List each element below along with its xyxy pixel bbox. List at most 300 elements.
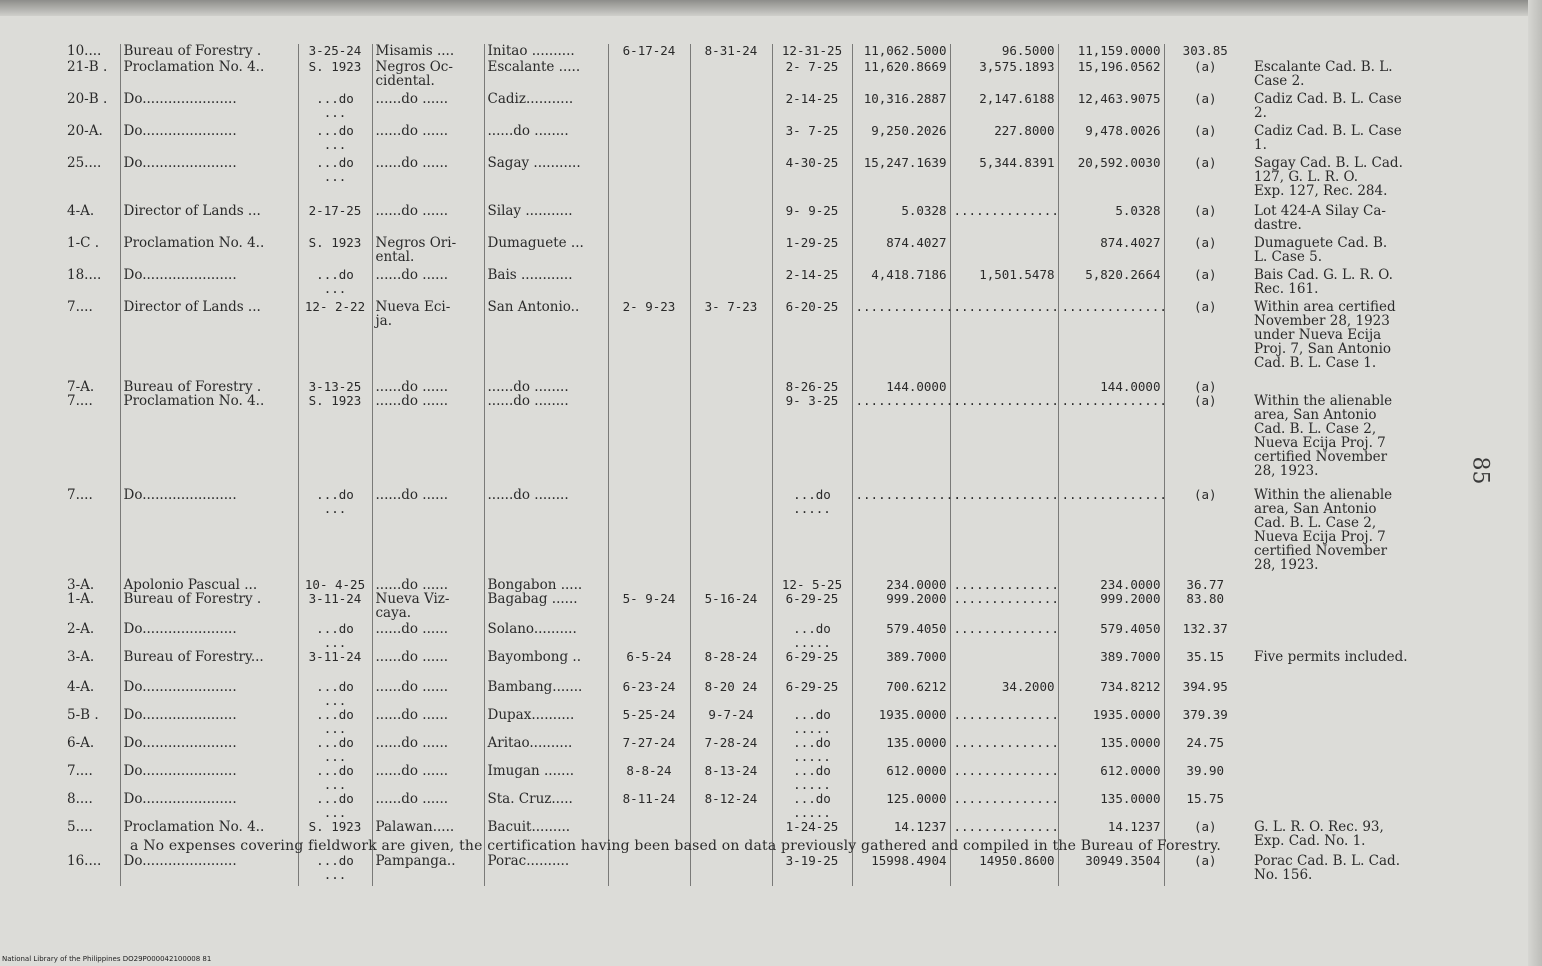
cell-cost: 35.15 (1164, 650, 1246, 680)
cell-cost: (a) (1164, 394, 1246, 488)
cell-number: 8.... (67, 791, 93, 807)
table-row (64, 44, 1444, 60)
cell-field-start (608, 854, 690, 886)
cell-certified-by: Bureau of Forestry... (120, 650, 298, 680)
table-row (64, 156, 1444, 204)
cell-area-other (950, 236, 1058, 268)
cell-field-start (608, 488, 690, 578)
table-row (64, 650, 1444, 680)
cell-field-end (690, 156, 772, 204)
cell-field-end (690, 394, 772, 488)
cell-remarks: Lot 424-A Silay Ca- dastre. (1254, 203, 1386, 233)
cell-certified-by: Proclamation No. 4.. (120, 60, 298, 92)
cell-area-total: 14.1237 (1058, 820, 1164, 854)
cell-certified-by: Do...................... (120, 92, 298, 124)
cell-cost: (a) (1164, 124, 1246, 156)
cell-area-agricultural: 135.0000 (852, 736, 950, 764)
cell-proclamation-date: S. 1923 (298, 60, 372, 92)
cell-cost: (a) (1164, 156, 1246, 204)
cell-certified-by: Director of Lands ... (120, 300, 298, 380)
cell-area-other: 2,147.6188 (950, 92, 1058, 124)
cell-certified-by: Proclamation No. 4.. (120, 236, 298, 268)
cell-proclamation-date: ...do ... (298, 854, 372, 886)
cell-area-total: 135.0000 (1058, 792, 1164, 820)
cell-certified-by: Do...................... (120, 156, 298, 204)
cell-province: ......do ...... (372, 380, 484, 394)
cell-area-agricultural: .............. (852, 394, 950, 488)
table-row (64, 854, 1444, 886)
cell-municipality: Cadiz........... (484, 92, 608, 124)
cell-area-total: 734.8212 (1058, 680, 1164, 708)
cell-certified-date: 4-30-25 (772, 156, 852, 204)
cell-certified-date: 2-14-25 (772, 268, 852, 300)
cell-remarks (1246, 592, 1444, 622)
cell-field-end: 9-7-24 (690, 708, 772, 736)
cell-cost: 83.80 (1164, 592, 1246, 622)
cell-area-total: 1935.0000 (1058, 708, 1164, 736)
cell-remarks: Within the alienable area, San Antonio Cad. B. L. Case 2, Nueva Ecija Proj. 7 certified November 28, 1923. (1254, 487, 1393, 573)
cell-area-agricultural: .............. (852, 300, 950, 380)
cell-proclamation-date: 3-11-24 (298, 592, 372, 622)
cell-province: Misamis .... (372, 44, 484, 60)
cell-field-end: 7-28-24 (690, 736, 772, 764)
cell-certified-date: 2-14-25 (772, 92, 852, 124)
cell-municipality: Porac.......... (484, 854, 608, 886)
cell-area-agricultural: 125.0000 (852, 792, 950, 820)
cell-area-other: 96.5000 (950, 44, 1058, 60)
footnote: a No expenses covering fieldwork are given, the certification having been based on data previously gathered and compiled in the Bureau of Forestry. (130, 838, 1222, 854)
cell-field-end: 8-13-24 (690, 764, 772, 792)
cell-area-agricultural: 4,418.7186 (852, 268, 950, 300)
table-row (64, 60, 1444, 92)
cell-remarks (1246, 736, 1444, 764)
cell-certified-date: 1-29-25 (772, 236, 852, 268)
cell-area-total: .............. (1058, 488, 1164, 578)
cell-certified-date: 3-19-25 (772, 854, 852, 886)
cell-proclamation-date: ...do ... (298, 708, 372, 736)
cell-number: 10.... (67, 43, 102, 59)
cell-certified-by: Proclamation No. 4.. (120, 394, 298, 488)
cell-proclamation-date: ...do ... (298, 92, 372, 124)
cell-number: 5-B . (67, 707, 99, 723)
cell-province: Palawan..... (372, 820, 484, 854)
cell-field-end: 8-28-24 (690, 650, 772, 680)
cell-field-end (690, 854, 772, 886)
cell-cost: (a) (1164, 820, 1246, 854)
cell-area-other: .............. (950, 708, 1058, 736)
cell-municipality: Bais ............ (484, 268, 608, 300)
cell-municipality: Solano.......... (484, 622, 608, 650)
cell-certified-date: ...do ..... (772, 764, 852, 792)
cell-field-end: 8-20 24 (690, 680, 772, 708)
cell-certified-by: Bureau of Forestry . (120, 380, 298, 394)
cell-area-other: 227.8000 (950, 124, 1058, 156)
credit-line: National Library of the Philippines DO29P000042100008 81 (2, 955, 212, 963)
cell-number: 25.... (67, 155, 102, 171)
cell-cost: 303.85 (1164, 44, 1246, 60)
cell-remarks (1246, 578, 1444, 592)
cell-certified-date: 9- 9-25 (772, 204, 852, 236)
cell-area-agricultural: 14.1237 (852, 820, 950, 854)
cell-proclamation-date: 2-17-25 (298, 204, 372, 236)
cell-area-total: 30949.3504 (1058, 854, 1164, 886)
cell-certified-date: ...do ..... (772, 792, 852, 820)
cell-certified-by: Director of Lands ... (120, 204, 298, 236)
cell-remarks (1246, 622, 1444, 650)
cell-remarks (1246, 44, 1444, 60)
cell-area-total: 999.2000 (1058, 592, 1164, 622)
cell-area-agricultural: 700.6212 (852, 680, 950, 708)
table-row (64, 300, 1444, 380)
cell-area-other (950, 380, 1058, 394)
cell-field-end (690, 60, 772, 92)
cell-number: 5.... (67, 819, 93, 835)
cell-proclamation-date: 10- 4-25 (298, 578, 372, 592)
cell-municipality: Dumaguete ... (484, 236, 608, 268)
cell-field-start: 7-27-24 (608, 736, 690, 764)
cell-area-total: 144.0000 (1058, 380, 1164, 394)
cell-certified-date: 9- 3-25 (772, 394, 852, 488)
cell-area-total: 11,159.0000 (1058, 44, 1164, 60)
cell-number: 20-A. (67, 123, 103, 139)
cell-field-end (690, 622, 772, 650)
cell-certified-by: Do...................... (120, 268, 298, 300)
cell-field-start (608, 124, 690, 156)
cell-area-other: 14950.8600 (950, 854, 1058, 886)
cell-cost: 394.95 (1164, 680, 1246, 708)
cell-remarks: Within area certified November 28, 1923 under Nueva Ecija Proj. 7, San Antonio Cad. B. L. Case 1. (1254, 299, 1396, 371)
table-row (64, 124, 1444, 156)
cell-field-end: 8-31-24 (690, 44, 772, 60)
cell-area-agricultural: 9,250.2026 (852, 124, 950, 156)
land-certification-table (64, 44, 1444, 886)
cell-municipality: Bayombong .. (484, 650, 608, 680)
cell-certified-date: ...do ..... (772, 622, 852, 650)
cell-number: 4-A. (67, 679, 95, 695)
cell-province: ......do ...... (372, 268, 484, 300)
cell-area-other: 34.2000 (950, 680, 1058, 708)
cell-proclamation-date: ...do ... (298, 622, 372, 650)
cell-number: 20-B . (67, 91, 108, 107)
cell-proclamation-date: S. 1923 (298, 236, 372, 268)
cell-cost: 379.39 (1164, 708, 1246, 736)
page-number: 85 (1467, 456, 1493, 485)
cell-field-start: 5- 9-24 (608, 592, 690, 622)
cell-municipality: Dupax.......... (484, 708, 608, 736)
cell-remarks: Five permits included. (1254, 649, 1408, 665)
cell-cost: 39.90 (1164, 764, 1246, 792)
cell-field-start: 8-11-24 (608, 792, 690, 820)
cell-area-agricultural: 15,247.1639 (852, 156, 950, 204)
cell-province: ......do ...... (372, 92, 484, 124)
cell-remarks: Dumaguete Cad. B. L. Case 5. (1254, 235, 1388, 265)
table-row (64, 92, 1444, 124)
cell-certified-date: 3- 7-25 (772, 124, 852, 156)
cell-remarks: Porac Cad. B. L. Cad. No. 156. (1254, 853, 1400, 883)
cell-proclamation-date: ...do ... (298, 680, 372, 708)
cell-area-agricultural: 579.4050 (852, 622, 950, 650)
cell-area-agricultural: 5.0328 (852, 204, 950, 236)
cell-field-start (608, 622, 690, 650)
cell-municipality: Initao .......... (484, 44, 608, 60)
cell-field-end: 3- 7-23 (690, 300, 772, 380)
cell-province: Nueva Eci- ja. (372, 300, 484, 380)
cell-field-end (690, 268, 772, 300)
cell-area-total: 15,196.0562 (1058, 60, 1164, 92)
cell-area-total: 12,463.9075 (1058, 92, 1164, 124)
cell-area-other: .............. (950, 764, 1058, 792)
cell-proclamation-date: ...do ... (298, 268, 372, 300)
cell-proclamation-date: 3-13-25 (298, 380, 372, 394)
table-row (64, 680, 1444, 708)
cell-province: ......do ...... (372, 708, 484, 736)
cell-remarks: Bais Cad. G. L. R. O. Rec. 161. (1254, 267, 1393, 297)
cell-municipality: ......do ........ (484, 380, 608, 394)
cell-number: 16.... (67, 853, 102, 869)
cell-area-agricultural: 999.2000 (852, 592, 950, 622)
cell-number: 7.... (67, 487, 93, 503)
cell-field-end: 5-16-24 (690, 592, 772, 622)
cell-cost: (a) (1164, 60, 1246, 92)
cell-area-total: 20,592.0030 (1058, 156, 1164, 204)
cell-area-total: 234.0000 (1058, 578, 1164, 592)
table-row (64, 578, 1444, 592)
table-row (64, 736, 1444, 764)
cell-municipality: Sagay ........... (484, 156, 608, 204)
cell-area-other: .............. (950, 820, 1058, 854)
cell-area-other: 3,575.1893 (950, 60, 1058, 92)
cell-proclamation-date: ...do ... (298, 764, 372, 792)
cell-proclamation-date: S. 1923 (298, 394, 372, 488)
table-row (64, 622, 1444, 650)
cell-cost: (a) (1164, 854, 1246, 886)
cell-field-end (690, 92, 772, 124)
cell-area-other: .............. (950, 204, 1058, 236)
cell-certified-by: Bureau of Forestry . (120, 592, 298, 622)
table-row (64, 764, 1444, 792)
cell-certified-by: Apolonio Pascual ... (120, 578, 298, 592)
cell-area-total: 579.4050 (1058, 622, 1164, 650)
cell-area-other: .............. (950, 394, 1058, 488)
cell-number: 1-C . (67, 235, 100, 251)
cell-field-start: 6-5-24 (608, 650, 690, 680)
cell-certified-by: Do...................... (120, 124, 298, 156)
table-row (64, 204, 1444, 236)
cell-cost: (a) (1164, 92, 1246, 124)
cell-proclamation-date: ...do ... (298, 124, 372, 156)
cell-certified-date: ...do ..... (772, 488, 852, 578)
cell-proclamation-date: ...do ... (298, 156, 372, 204)
table-row (64, 236, 1444, 268)
cell-remarks (1246, 680, 1444, 708)
cell-area-total: .............. (1058, 300, 1164, 380)
cell-certified-date: 6-29-25 (772, 650, 852, 680)
cell-area-total: 612.0000 (1058, 764, 1164, 792)
cell-certified-date: ...do ..... (772, 708, 852, 736)
cell-field-end (690, 488, 772, 578)
cell-province: ......do ...... (372, 792, 484, 820)
cell-area-total: 389.7000 (1058, 650, 1164, 680)
table-row (64, 792, 1444, 820)
cell-field-start (608, 268, 690, 300)
cell-province: ......do ...... (372, 764, 484, 792)
cell-remarks: Within the alienable area, San Antonio Cad. B. L. Case 2, Nueva Ecija Proj. 7 certified November 28, 1923. (1254, 393, 1393, 479)
cell-remarks (1246, 764, 1444, 792)
cell-cost: 24.75 (1164, 736, 1246, 764)
cell-remarks: Cadiz Cad. B. L. Case 2. (1254, 91, 1402, 121)
cell-field-end: 8-12-24 (690, 792, 772, 820)
table-row (64, 394, 1444, 488)
cell-certified-by: Bureau of Forestry . (120, 44, 298, 60)
cell-area-other: .............. (950, 736, 1058, 764)
cell-number: 7-A. (67, 379, 95, 395)
cell-area-total: 5.0328 (1058, 204, 1164, 236)
cell-cost: (a) (1164, 300, 1246, 380)
cell-remarks (1246, 792, 1444, 820)
cell-number: 18.... (67, 267, 102, 283)
cell-certified-date: ...do ..... (772, 736, 852, 764)
cell-municipality: ......do ........ (484, 488, 608, 578)
ledger-body (64, 44, 1444, 886)
cell-field-start (608, 394, 690, 488)
cell-area-agricultural: 234.0000 (852, 578, 950, 592)
cell-area-agricultural: 11,062.5000 (852, 44, 950, 60)
cell-field-start (608, 204, 690, 236)
cell-province: ......do ...... (372, 622, 484, 650)
cell-certified-date: 2- 7-25 (772, 60, 852, 92)
cell-province: Negros Ori- ental. (372, 236, 484, 268)
cell-remarks: G. L. R. O. Rec. 93, Exp. Cad. No. 1. (1254, 819, 1384, 849)
cell-certified-by: Do...................... (120, 792, 298, 820)
cell-municipality: Bambang....... (484, 680, 608, 708)
cell-province: ......do ...... (372, 488, 484, 578)
cell-area-agricultural: 1935.0000 (852, 708, 950, 736)
cell-area-other: 5,344.8391 (950, 156, 1058, 204)
cell-field-start: 6-17-24 (608, 44, 690, 60)
cell-proclamation-date: 3-11-24 (298, 650, 372, 680)
cell-certified-date: 8-26-25 (772, 380, 852, 394)
cell-certified-by: Do...................... (120, 488, 298, 578)
cell-province: Negros Oc- cidental. (372, 60, 484, 92)
cell-municipality: Silay ........... (484, 204, 608, 236)
cell-number: 3-A. (67, 649, 95, 665)
cell-municipality: San Antonio.. (484, 300, 608, 380)
cell-cost: (a) (1164, 204, 1246, 236)
cell-field-end (690, 204, 772, 236)
cell-province: Pampanga.. (372, 854, 484, 886)
cell-area-agricultural: 389.7000 (852, 650, 950, 680)
table-row (64, 380, 1444, 394)
cell-area-other: .............. (950, 592, 1058, 622)
cell-province: Nueva Viz- caya. (372, 592, 484, 622)
cell-number: 21-B . (67, 59, 108, 75)
cell-area-agricultural: .............. (852, 488, 950, 578)
cell-area-agricultural: 10,316.2887 (852, 92, 950, 124)
cell-field-start: 8-8-24 (608, 764, 690, 792)
cell-field-start (608, 236, 690, 268)
cell-municipality: Sta. Cruz..... (484, 792, 608, 820)
cell-certified-by: Do...................... (120, 680, 298, 708)
cell-field-start (608, 156, 690, 204)
cell-municipality: Bacuit......... (484, 820, 608, 854)
table-row (64, 268, 1444, 300)
cell-province: ......do ...... (372, 156, 484, 204)
cell-municipality: Escalante ..... (484, 60, 608, 92)
cell-cost: 132.37 (1164, 622, 1246, 650)
cell-province: ......do ...... (372, 650, 484, 680)
cell-field-start (608, 578, 690, 592)
cell-certified-by: Do...................... (120, 708, 298, 736)
cell-province: ......do ...... (372, 204, 484, 236)
cell-remarks: Cadiz Cad. B. L. Case 1. (1254, 123, 1402, 153)
cell-remarks (1246, 708, 1444, 736)
cell-cost: (a) (1164, 488, 1246, 578)
cell-province: ......do ...... (372, 578, 484, 592)
cell-area-other: .............. (950, 578, 1058, 592)
cell-area-total: 874.4027 (1058, 236, 1164, 268)
cell-province: ......do ...... (372, 736, 484, 764)
cell-certified-date: 12- 5-25 (772, 578, 852, 592)
cell-field-start: 5-25-24 (608, 708, 690, 736)
cell-certified-date: 6-29-25 (772, 680, 852, 708)
cell-municipality: ......do ........ (484, 124, 608, 156)
cell-number: 7.... (67, 763, 93, 779)
cell-area-agricultural: 144.0000 (852, 380, 950, 394)
cell-area-agricultural: 612.0000 (852, 764, 950, 792)
cell-field-end (690, 236, 772, 268)
cell-number: 1-A. (67, 591, 95, 607)
cell-cost: (a) (1164, 380, 1246, 394)
cell-proclamation-date: ...do ... (298, 792, 372, 820)
cell-area-other: 1,501.5478 (950, 268, 1058, 300)
cell-remarks (1246, 380, 1444, 394)
cell-number: 4-A. (67, 203, 95, 219)
cell-area-total: .............. (1058, 394, 1164, 488)
cell-municipality: Aritao.......... (484, 736, 608, 764)
cell-certified-by: Do...................... (120, 622, 298, 650)
cell-number: 3-A. (67, 577, 95, 593)
cell-remarks: Sagay Cad. B. L. Cad. 127, G. L. R. O. Exp. 127, Rec. 284. (1254, 155, 1403, 199)
cell-area-agricultural: 15998.4904 (852, 854, 950, 886)
cell-certified-date: 6-29-25 (772, 592, 852, 622)
table-row (64, 488, 1444, 578)
cell-certified-date: 1-24-25 (772, 820, 852, 854)
cell-cost: (a) (1164, 236, 1246, 268)
cell-field-start (608, 60, 690, 92)
cell-proclamation-date: 12- 2-22 (298, 300, 372, 380)
cell-cost: 36.77 (1164, 578, 1246, 592)
cell-certified-by: Do...................... (120, 736, 298, 764)
cell-province: ......do ...... (372, 394, 484, 488)
cell-field-start: 6-23-24 (608, 680, 690, 708)
cell-proclamation-date: ...do ... (298, 488, 372, 578)
cell-certified-by: Proclamation No. 4.. (120, 820, 298, 854)
cell-province: ......do ...... (372, 680, 484, 708)
page-right-edge (1528, 0, 1542, 966)
cell-field-end (690, 380, 772, 394)
table-row (64, 708, 1444, 736)
cell-municipality: Bongabon ..... (484, 578, 608, 592)
cell-number: 2-A. (67, 621, 95, 637)
cell-municipality: Imugan ....... (484, 764, 608, 792)
cell-cost: (a) (1164, 268, 1246, 300)
cell-certified-date: 6-20-25 (772, 300, 852, 380)
cell-area-total: 135.0000 (1058, 736, 1164, 764)
cell-field-end (690, 578, 772, 592)
cell-area-agricultural: 11,620.8669 (852, 60, 950, 92)
cell-area-total: 9,478.0026 (1058, 124, 1164, 156)
cell-area-other: .............. (950, 488, 1058, 578)
